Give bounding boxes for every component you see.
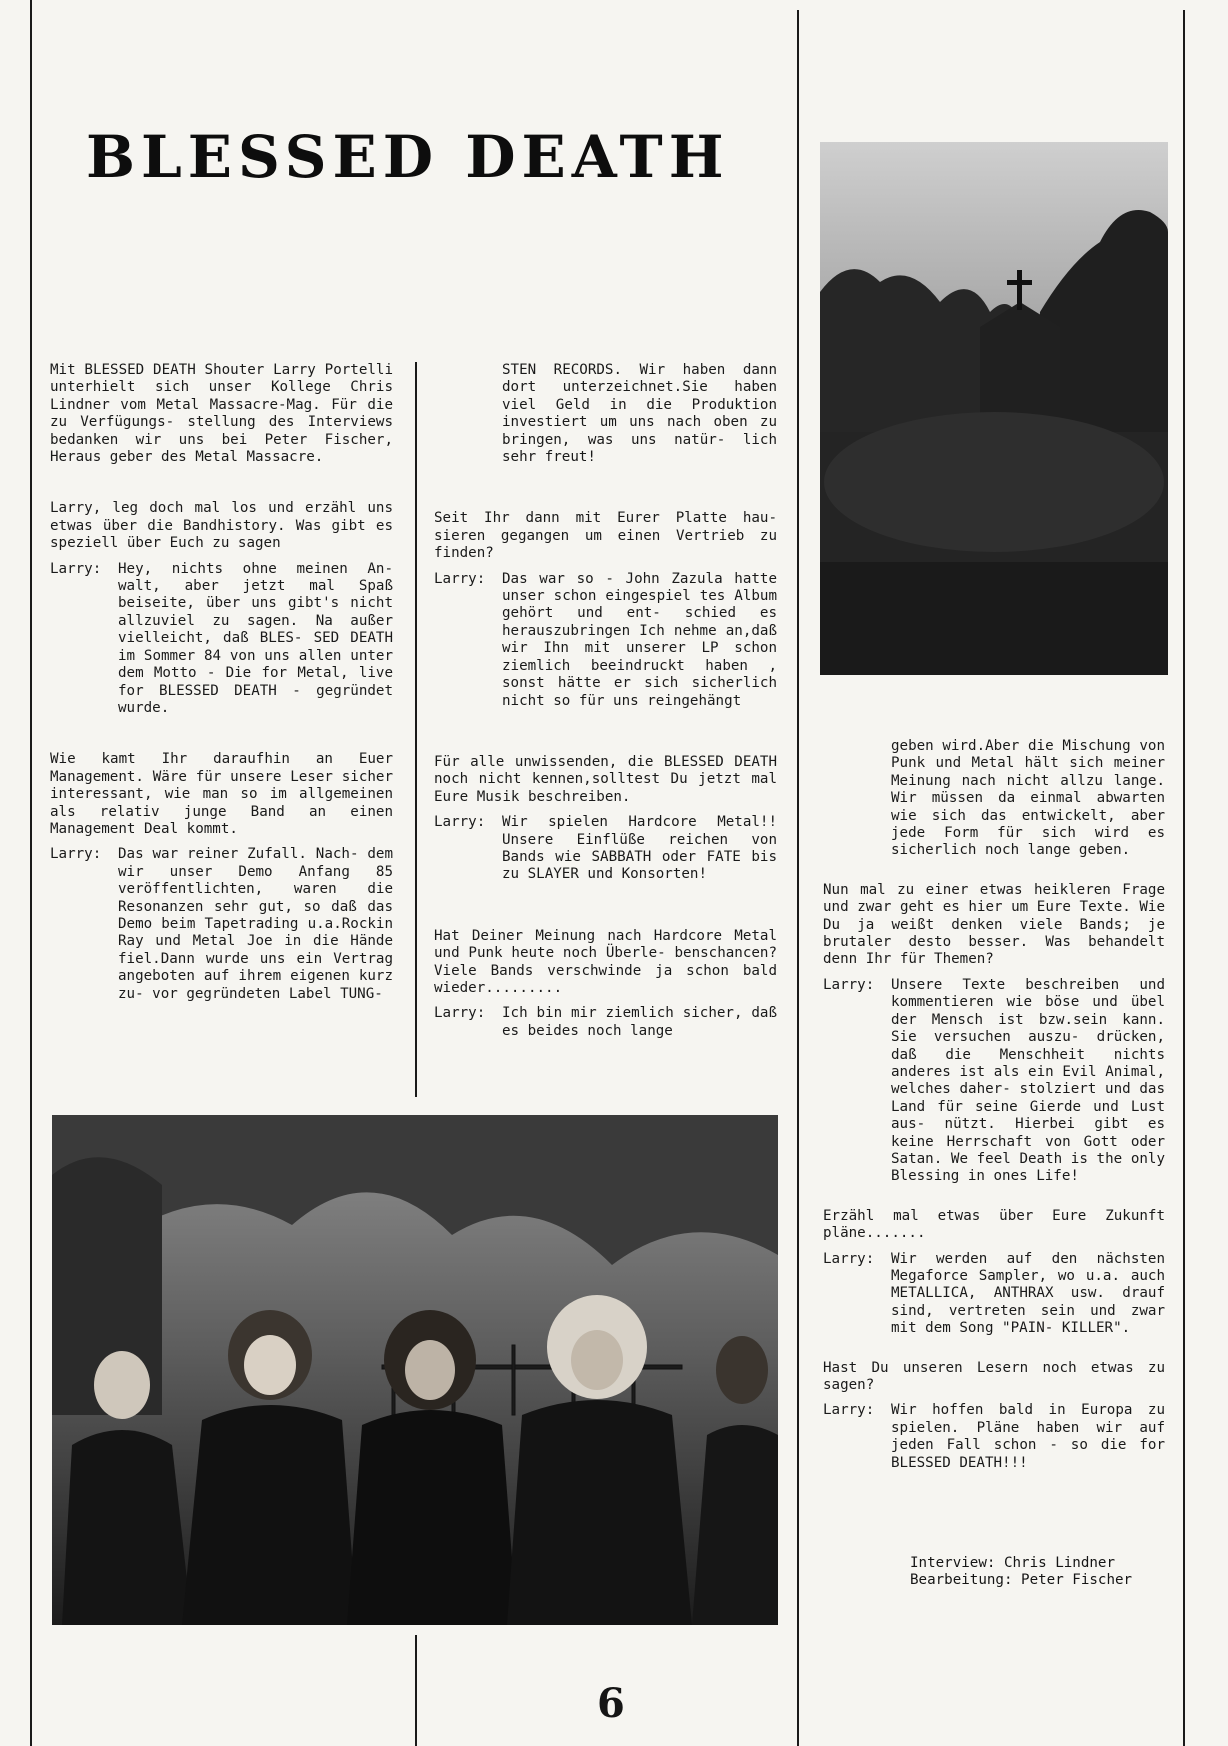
question-8: Hast Du unseren Lesern noch etwas zu sagen? [823, 1359, 1165, 1393]
credits [910, 1555, 1132, 1590]
right-border-line [1183, 10, 1185, 1746]
question-1: Larry, leg doch mal los und erzähl uns etwas über die Bandhistory. Was gibt es speziell über Euch zu sagen [50, 500, 393, 552]
answer-7-text: Wir werden auf den nächsten Megaforce Sampler, wo u.a. auch METALLICA, ANTHRAX usw. drauf sind, vertreten sein und zwar mit dem Song "PAIN- KILLER". [891, 1250, 1165, 1337]
answer-4 [434, 814, 777, 884]
credit-interview: Interview: Chris Lindner [910, 1555, 1115, 1571]
speaker-label: Larry: [50, 560, 102, 577]
speaker-label: Larry: [50, 846, 102, 863]
question-3: Seit Ihr dann mit Eurer Platte hau- sieren gegangen um einen Vertrieb zu finden? [434, 510, 777, 562]
speaker-label: Larry: [823, 976, 875, 993]
answer-5 [434, 1005, 777, 1040]
speaker-label: Larry: [823, 1250, 875, 1267]
text-column-1 [50, 362, 393, 1003]
text-column-2 [434, 362, 777, 1040]
church-photo-image [820, 142, 1168, 675]
intro-paragraph: Mit BLESSED DEATH Shouter Larry Portelli unterhielt sich unser Kollege Chris Lindner vom Metal Massacre-Mag. Für die zu Verfügungs- stellung des Interviews bedanken wir uns bei Peter Fischer, Heraus geber des Metal Massacre. [50, 362, 393, 466]
answer-1 [50, 561, 393, 718]
question-6: Nun mal zu einer etwas heikleren Frage und zwar geht es hier um Eure Texte. Wie Du ja weißt denken viele Bands; je brutaler desto besser. Was behandelt denn Ihr für Themen? [823, 881, 1165, 968]
column-divider-right [797, 10, 799, 1746]
answer-7 [823, 1251, 1165, 1338]
text-column-3 [823, 738, 1165, 1472]
answer-8-text: Wir hoffen bald in Europa zu spielen. Pläne haben wir auf jeden Fall schon - so die for BLESSED DEATH!!! [891, 1402, 1165, 1471]
band-photo-image [52, 1115, 778, 1625]
answer-6-text: Unsere Texte beschreiben und kommentieren wie böse und übel der Mensch ist bzw.sein kann. Sie versuchen auszu- drücken, daß die Menschheit nichts anderes ist als ein Evil Animal, welches daher- stolziert und das Land für seine Gierde und Lust aus- nützt. Hierbei gibt es keine Herrschaft von Gott oder Satan. We feel Death is the only Blessing in ones Life! [891, 976, 1165, 1185]
answer-2-text: Das war reiner Zufall. Nach- dem wir unser Demo Anfang 85 veröffentlichten, waren die Resonanzen sehr gut, so daß das Demo beim Tapetrading u.a.Rockin Ray und Metal Joe in die Hände fiel.Dann wurde uns ein Vertrag angeboten auf ihrem eigenen kurz zu- vor gegründeten Label TUNG- [118, 846, 393, 1002]
column-divider-bottom [415, 1635, 417, 1746]
answer-3-text: Das war so - John Zazula hatte unser schon eingespiel tes Album gehört und ent- schied es herauszubringen Ich nehme an,daß wir Ihn mit unserer LP schon ziemlich beeindruckt haben , sonst hätte er sich sicherlich nicht so für uns reingehängt [502, 570, 777, 709]
page-number: 6 [597, 1680, 625, 1727]
article-title: BLESSED DEATH [86, 123, 730, 191]
credit-editing: Bearbeitung: Peter Fischer [910, 1572, 1133, 1589]
speaker-label: Larry: [823, 1402, 875, 1419]
speaker-label: Larry: [434, 570, 486, 587]
answer-5-continued: geben wird.Aber die Mischung von Punk und Metal hält sich meiner Meinung nach nicht allzu lange. Wir müssen da einmal abwarten wie sich das entwickelt, aber jede Form für sich wird es sicherlich noch lange geben. [891, 738, 1165, 859]
question-5: Hat Deiner Meinung nach Hardcore Metal und Punk heute noch Überle- benschancen?Viele Bands verschwinde ja schon bald wieder......... [434, 927, 777, 996]
column-divider-top [415, 362, 417, 1097]
answer-8 [823, 1402, 1165, 1472]
answer-2 [50, 846, 393, 1003]
speaker-label: Larry: [434, 1005, 486, 1022]
answer-4-text: Wir spielen Hardcore Metal!! Unsere Einflüße reichen von Bands wie SABBATH oder FATE bis zu SLAYER und Konsorten! [502, 814, 777, 883]
answer-5-text: Ich bin mir ziemlich sicher, daß es beides noch lange [502, 1005, 777, 1039]
question-4: Für alle unwissenden, die BLESSED DEATH noch nicht kennen,solltest Du jetzt mal Eure Musik beschreiben. [434, 753, 777, 805]
church-photo [820, 142, 1168, 675]
answer-3 [434, 571, 777, 710]
answer-1-text: Hey, nichts ohne meinen An- walt, aber jetzt mal Spaß beiseite, über uns gibt's nicht allzuviel zu sagen. Na außer vielleicht, daß BLES- SED DEATH im Sommer 84 von uns allen unter dem Motto - Die for Metal, live for BLESSED DEATH - gegründet wurde. [118, 560, 393, 716]
speaker-label: Larry: [434, 814, 486, 831]
left-border-line [30, 0, 32, 1746]
band-photo [52, 1115, 778, 1625]
answer-6 [823, 977, 1165, 1186]
question-7: Erzähl mal etwas über Eure Zukunft pläne....... [823, 1207, 1165, 1242]
question-2: Wie kamt Ihr daraufhin an Euer Management. Wäre für unsere Leser sicher interessant, wie man so im allgemeinen als relativ junge Band an einen Management Deal kommt. [50, 751, 393, 837]
answer-2-continued: STEN RECORDS. Wir haben dann dort unterzeichnet.Sie haben viel Geld in die Produktion investiert um uns nach oben zu bringen, was uns natür- lich sehr freut! [502, 362, 777, 466]
